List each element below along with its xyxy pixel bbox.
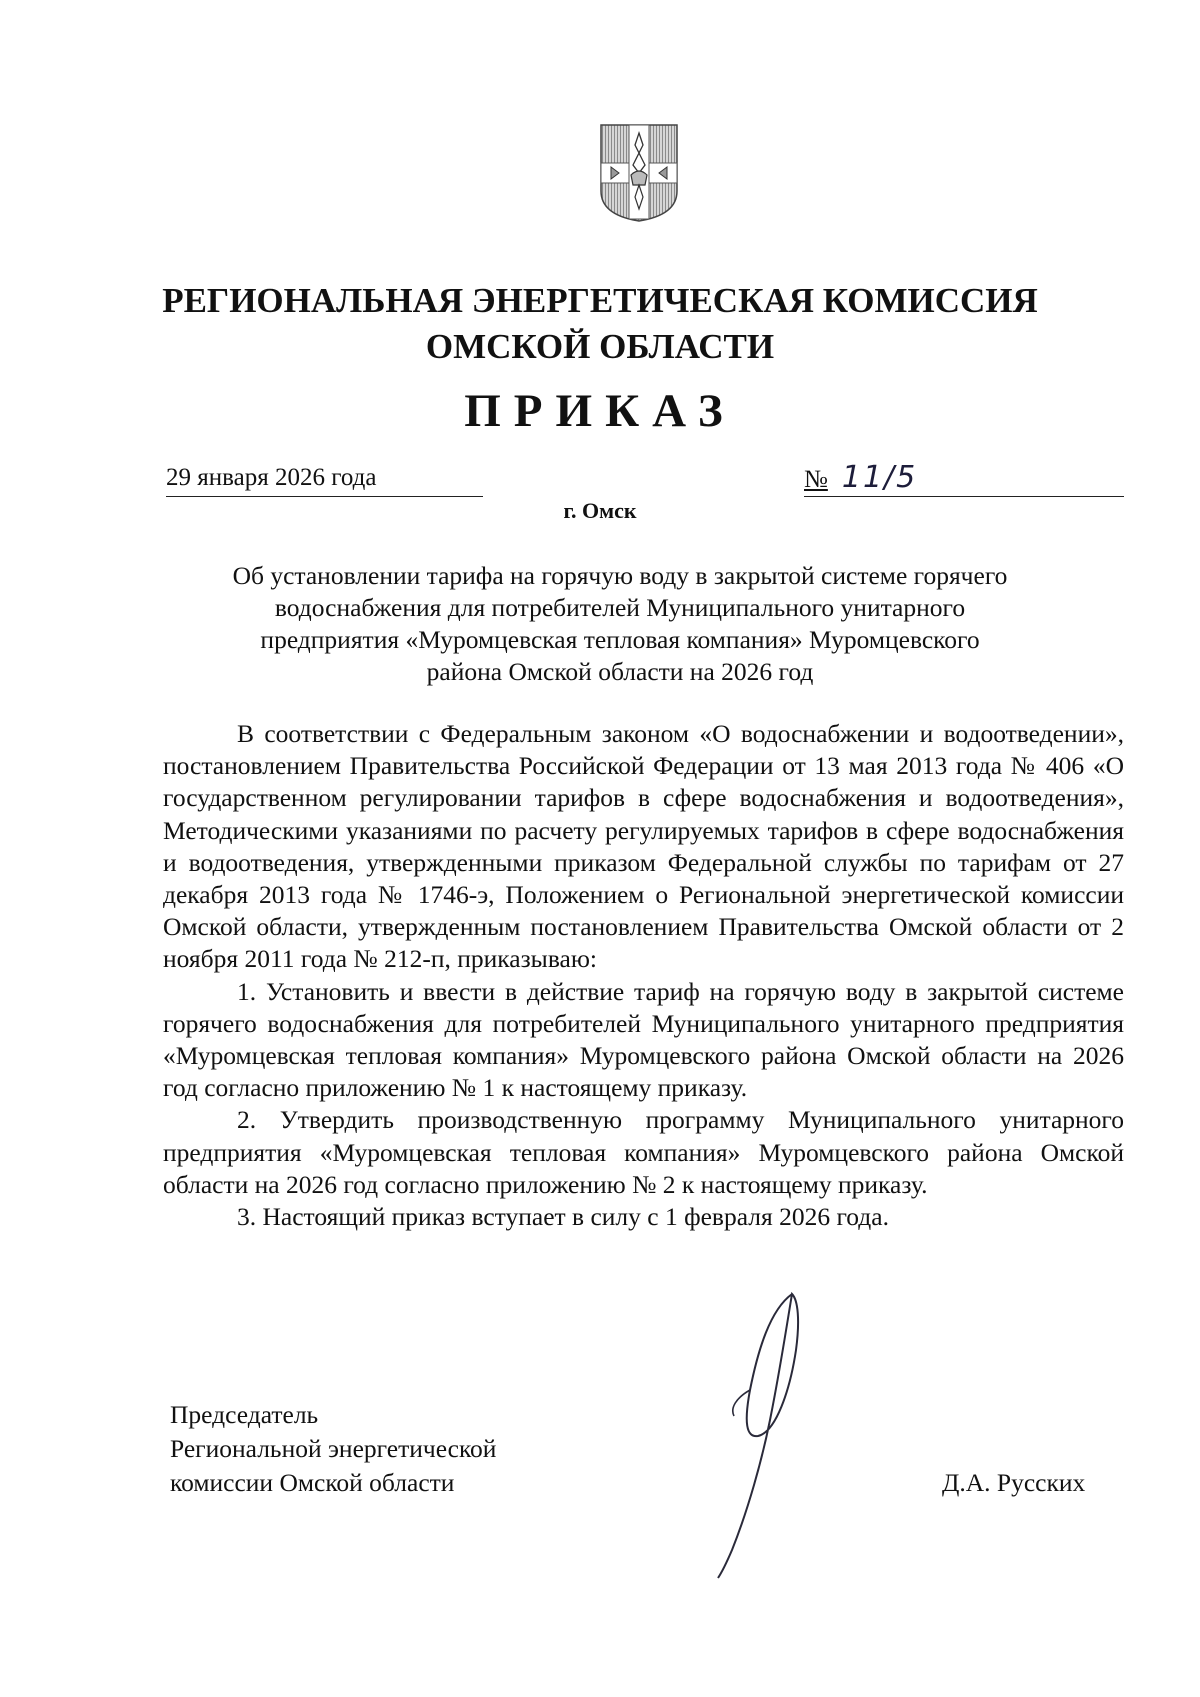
document-body xyxy=(163,718,1124,1233)
signer-name: Д.А. Русских xyxy=(942,1468,1086,1497)
number-value: 11/5 xyxy=(841,460,918,495)
organization-name-line1: РЕГИОНАЛЬНАЯ ЭНЕРГЕТИЧЕСКАЯ КОМИССИЯ xyxy=(162,281,1038,320)
signer-title-line3: комиссии Омской области xyxy=(170,1468,455,1497)
signer-title-line1: Председатель xyxy=(170,1400,319,1429)
preamble-paragraph: В соответствии с Федеральным законом «О водоснабжении и водоотведении», постановлением Правительства Российской Федерации от 13 мая 2013 года № 406 «О государственном регулировании тарифов в сфере водоснабжения и водоотведения», Методическими указаниями по расчету регулируемых тарифов в сфере водоснабжения и водоотведения, утвержденными приказом Федеральной службы по тарифам от 27 декабря 2013 года № 1746-э, Положением о Региональной энергетической комиссии Омской области, утвержденным постановлением Правительства Омской области от 2 ноября 2011 года № 212-п, приказываю: xyxy=(163,719,1124,974)
subject-line: Об установлении тарифа на горячую воду в закрытой системе горячего xyxy=(232,561,1008,590)
document-type-title: ПРИКАЗ xyxy=(464,385,736,437)
subject-line: водоснабжения для потребителей Муниципального унитарного xyxy=(274,593,966,622)
signer-title-line2: Региональной энергетической xyxy=(170,1434,497,1463)
organization-name-line2: ОМСКОЙ ОБЛАСТИ xyxy=(425,327,775,366)
subject-line: района Омской области на 2026 год xyxy=(426,657,814,686)
document-date: 29 января 2026 года xyxy=(166,460,483,497)
handwritten-signature xyxy=(700,1290,840,1580)
order-item-3: 3. Настоящий приказ вступает в силу с 1 февраля 2026 года. xyxy=(237,1202,889,1232)
subject-line: предприятия «Муромцевская тепловая компания» Муромцевского xyxy=(260,625,980,654)
signer-title xyxy=(170,1398,496,1500)
document-number xyxy=(804,460,1124,497)
number-sign: № xyxy=(804,466,828,493)
coat-of-arms-icon xyxy=(599,123,679,223)
document-subject xyxy=(180,560,1060,688)
order-item-1: 1. Установить и ввести в действие тариф на горячую воду в закрытой системе горячего водоснабжения для потребителей Муниципального унитарного предприятия «Муромцевская тепловая компания» Муромцевского района Омской области на 2026 год согласно приложению № 1 к настоящему приказу. xyxy=(163,976,1124,1103)
document-city: г. Омск xyxy=(563,498,637,523)
organization-name xyxy=(0,278,1200,370)
order-item-2: 2. Утвердить производственную программу Муниципального унитарного предприятия «Муромцевская тепловая компания» Муромцевского района Омской области на 2026 год согласно приложению № 2 к настоящему приказу. xyxy=(163,1105,1124,1199)
